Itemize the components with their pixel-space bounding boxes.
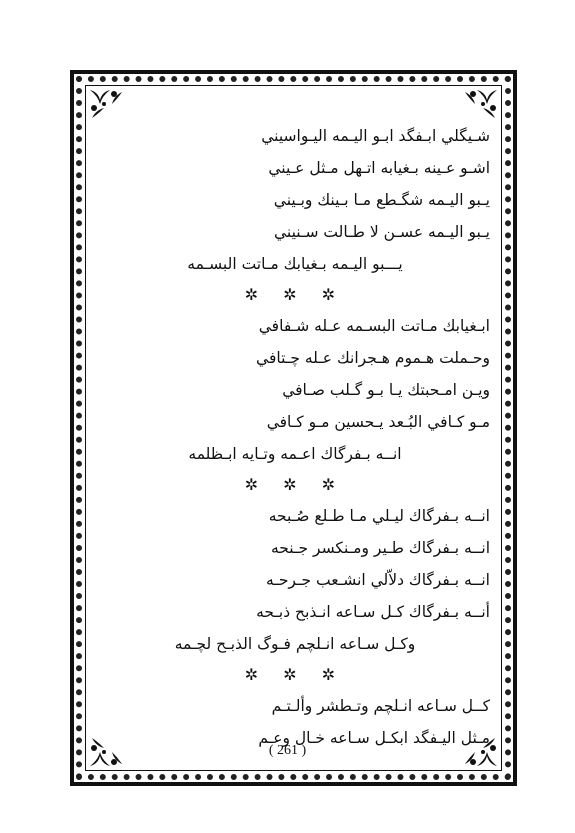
verse-line: انــه بـفرگاك طـير ومـنكسر جـنحه <box>270 539 490 557</box>
verse-line: وحـملت هـموم هـجرانك عـله چـتافي <box>256 349 490 367</box>
corner-ornament-icon <box>88 88 128 122</box>
stanza-separator: ✲ ✲ ✲ <box>244 285 346 304</box>
stanza-separator: ✲ ✲ ✲ <box>244 475 346 494</box>
verse-line: يـبو اليـمه شگـطع مـا بـينك وبـيني <box>273 191 490 209</box>
verse-line: أنــه بـفرگاك كـل سـاعه انـذبح ذبـحه <box>256 603 490 621</box>
verse-line: كــل سـاعه انـلچم وتـطشر وألـتـم <box>271 697 490 715</box>
verse-line: انــه بـفرگاك ليـلي مـا طـلع صُـبحه <box>268 507 490 525</box>
corner-ornament-icon <box>459 88 499 122</box>
verse-line: يـبو اليـمه عسـن لا طـالت سـنيني <box>274 223 490 241</box>
verse-line: انــه بـفرگاك اعـمه وتـايه ابـظلمه <box>188 445 402 463</box>
verse-line: يـــبو اليـمه بـغيابك مـاتت البسـمه <box>187 255 403 273</box>
verse-line: وكـل سـاعه انـلچم فـوگ الذبـح لچـمه <box>174 635 416 653</box>
verse-line: شـيگلي ابـفگد ابـو اليـمه اليـواسيني <box>261 127 490 145</box>
verse-line: مـثل اليـفگد ابكـل سـاعه خـال وعـم <box>258 729 490 747</box>
verse-line: ويـن امـحبتك يـا بـو گـلب صـافي <box>282 381 490 399</box>
stanza-separator: ✲ ✲ ✲ <box>244 665 346 684</box>
verse-line: ابـغيابك مـاتت البسـمه عـله شـفافي <box>258 317 490 335</box>
verse-line: اشـو عـينه بـغيابه اتـهل مـثل عـيني <box>268 159 490 177</box>
verse-line: مـو كـافي البُـعد يـحسين مـو كـافي <box>266 413 490 431</box>
verse-line: انــه بـفرگاك دلاّلي انشـعب جـرحـه <box>265 571 490 589</box>
page-number: ( 261 ) <box>268 743 307 758</box>
poem-body <box>100 120 490 747</box>
